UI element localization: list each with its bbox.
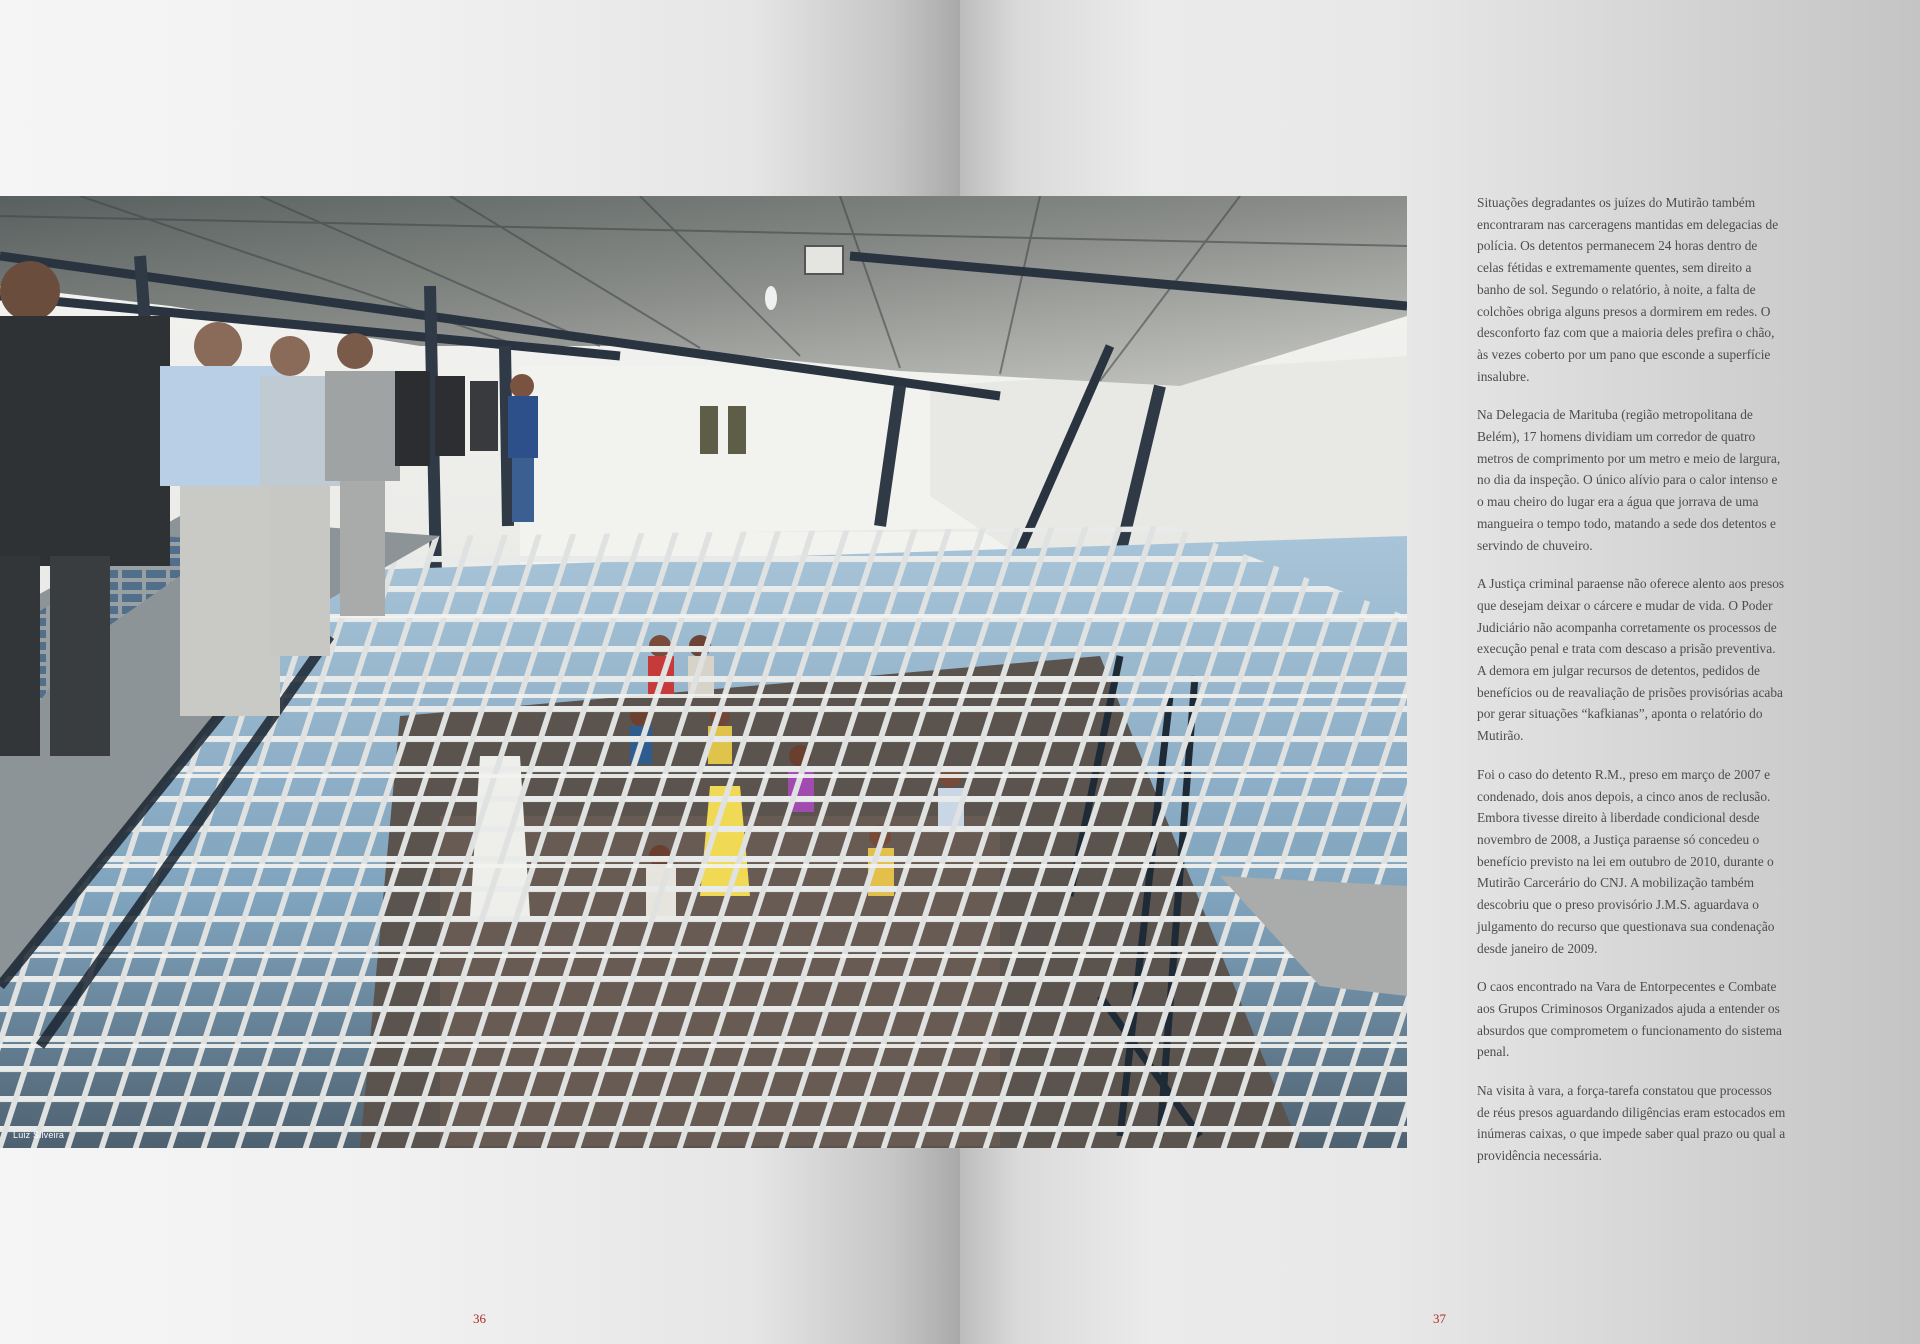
paragraph: Situações degradantes os juízes do Mutirão também encontraram nas carceragens mantidas em delegacias de polícia. Os detentos permanecem 24 horas dentro de celas fétidas e extremamente quentes, sem direito a banho de sol. Segundo o relatório, à noite, a falta de colchões obriga alguns presos a dormirem em redes. O desconforto faz com que a maioria deles prefira o chão, às vezes coberto por um pano que esconde a superfície insalubre. (1477, 195, 1779, 384)
page-number-right: 37 (1433, 1311, 1446, 1326)
article-text (1477, 192, 1787, 1184)
paragraph: Foi o caso do detento R.M., preso em março de 2007 e condenado, dois anos depois, a cinco anos de reclusão. Embora tivesse direito à liberdade condicional desde novembro de 2008, a Justiça paraense só concedeu o benefício previsto na lei em outubro de 2010, durante o Mutirão Carcerário do CNJ. A mobilização também descobriu que o preso provisório J.M.S. aguardava o julgamento do recurso que questionava sua condenação desde janeiro de 2009. (1477, 766, 1775, 956)
photo-credit: Luiz Silveira (13, 1130, 65, 1140)
prison-grate-photo (0, 196, 1407, 1148)
photo-illustration (0, 196, 1407, 1148)
paragraph: Na visita à vara, a força-tarefa constatou que processos de réus presos aguardando diligências eram estocados em inúmeras caixas, o que impede saber qual prazo ou qual a providência necessária. (1477, 1083, 1786, 1164)
paragraph: Na Delegacia de Marituba (região metropolitana de Belém), 17 homens dividiam um corredor de quatro metros de comprimento por um metro e meio de largura, no dia da inspeção. O único alívio para o calor intenso e o mau cheiro do lugar era a água que jorrava de uma mangueira o tempo todo, matando a sede dos detentos e servindo de chuveiro. (1477, 407, 1781, 553)
paragraph: O caos encontrado na Vara de Entorpecentes e Combate aos Grupos Criminosos Organizados ajuda a entender os absurdos que comprometem o funcionamento do sistema penal. (1477, 979, 1782, 1060)
page-number-left: 36 (473, 1311, 486, 1326)
paragraph: A Justiça criminal paraense não oferece alento aos presos que desejam deixar o cárcere e mudar de vida. O Poder Judiciário não acompanha corretamente os processos de execução penal e trata com descaso a prisão preventiva. A demora em julgar recursos de detentos, pedidos de benefícios ou de reavaliação de prisões provisórias acaba por gerar situações “kafkianas”, aponta o relatório do Mutirão. (1477, 576, 1785, 744)
